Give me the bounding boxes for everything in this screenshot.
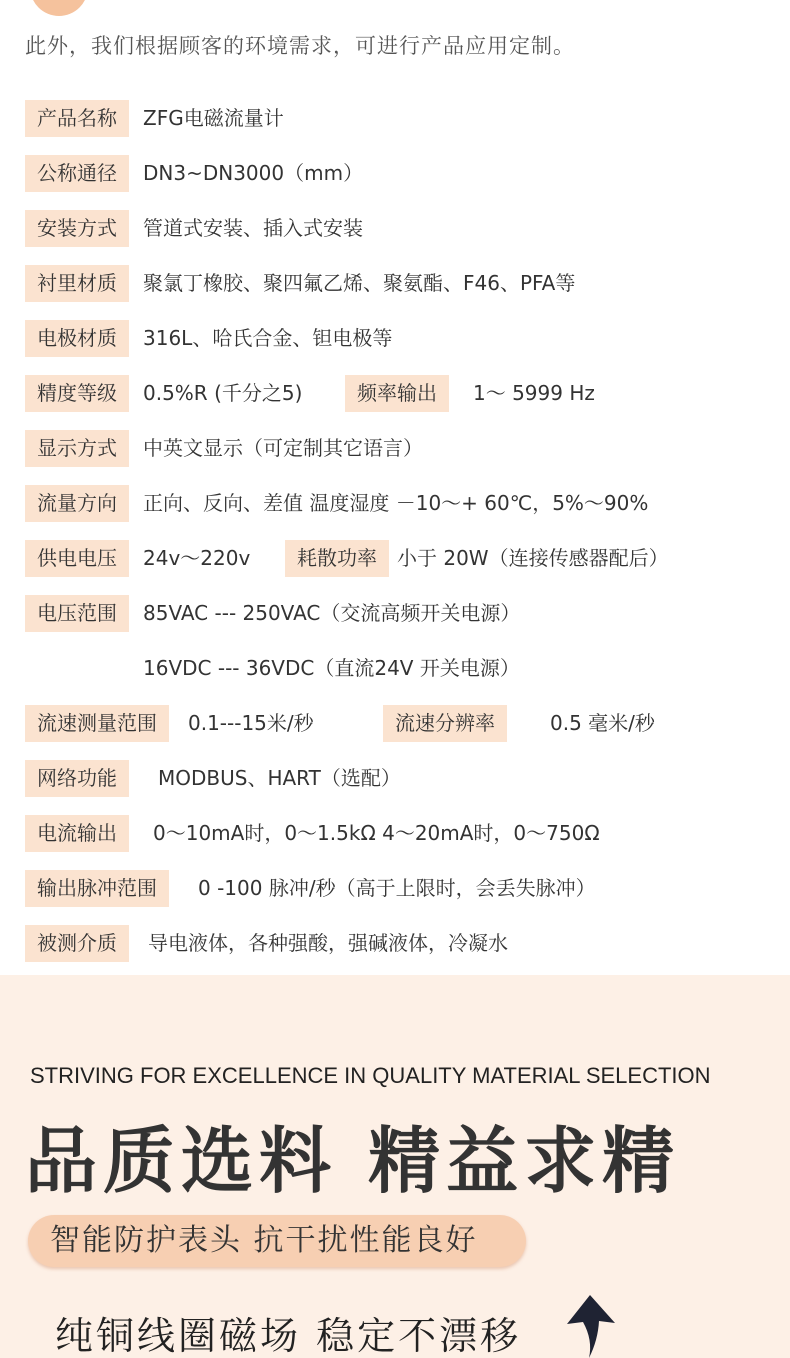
spec-label: 被测介质: [25, 925, 129, 962]
spec-row-electrode: [25, 320, 765, 357]
spec-row-voltage-range: [25, 595, 765, 632]
spec-value: 24v～220v: [143, 546, 251, 570]
spec-label-secondary: 频率输出: [345, 375, 449, 412]
spec-label: 产品名称: [25, 100, 129, 137]
spec-row-medium: [25, 925, 765, 962]
spec-label: 安装方式: [25, 210, 129, 247]
spec-row-nominal-diameter: [25, 155, 765, 192]
spec-value: 16VDC --- 36VDC（直流24V 开关电源）: [143, 656, 520, 680]
spec-label: 电压范围: [25, 595, 129, 632]
spec-label-secondary: 流速分辨率: [383, 705, 507, 742]
spec-row-voltage-range-dc: [25, 650, 765, 687]
up-arrow-icon: [565, 1295, 615, 1358]
intro-text: 此外，我们根据顾客的环境需求，可进行产品应用定制。: [25, 34, 575, 58]
spec-label: 流速测量范围: [25, 705, 169, 742]
spec-value: 导电液体，各种强酸，强碱液体，冷凝水: [148, 931, 508, 955]
spec-value: 正向、反向、差值 温度湿度 －10～+ 60℃，5%～90%: [143, 491, 649, 515]
spec-label: 电极材质: [25, 320, 129, 357]
spec-label: 电流输出: [25, 815, 129, 852]
spec-value: 0.1---15米/秒: [188, 711, 314, 735]
spec-value: 0 -100 脉冲/秒（高于上限时，会丢失脉冲）: [198, 876, 596, 900]
decor-circle: [30, 0, 88, 16]
spec-row-supply-voltage: [25, 540, 765, 577]
spec-row-current-output: [25, 815, 765, 852]
spec-value-secondary: 1～ 5999 Hz: [473, 381, 595, 405]
english-tagline: STRIVING FOR EXCELLENCE IN QUALITY MATERIAL SELECTION: [30, 1063, 711, 1088]
quality-section: [0, 975, 790, 1358]
feature-text: 纯铜线圈磁场 稳定不漂移: [55, 1314, 522, 1358]
spec-label: 流量方向: [25, 485, 129, 522]
spec-value: 0～10mA时，0～1.5kΩ 4～20mA时，0～750Ω: [153, 821, 600, 845]
spec-label-secondary: 耗散功率: [285, 540, 389, 577]
spec-value-secondary: 0.5 毫米/秒: [550, 711, 655, 735]
spec-label: 精度等级: [25, 375, 129, 412]
spec-row-pulse-range: [25, 870, 765, 907]
spec-row-flow-direction: [25, 485, 765, 522]
spec-value: 聚氯丁橡胶、聚四氟乙烯、聚氨酯、F46、PFA等: [143, 271, 576, 295]
spec-value: 0.5%R (千分之5): [143, 381, 303, 405]
spec-row-product-name: [25, 100, 765, 137]
spec-label: 显示方式: [25, 430, 129, 467]
spec-row-network: [25, 760, 765, 797]
spec-label: 输出脉冲范围: [25, 870, 169, 907]
spec-value: 85VAC --- 250VAC（交流高频开关电源）: [143, 601, 521, 625]
spec-row-installation: [25, 210, 765, 247]
spec-row-accuracy: [25, 375, 765, 412]
spec-value: DN3~DN3000（mm）: [143, 161, 364, 185]
spec-label: 公称通径: [25, 155, 129, 192]
feature-pill-text: 智能防护表头 抗干扰性能良好: [50, 1223, 478, 1258]
spec-value: 中英文显示（可定制其它语言）: [143, 436, 423, 460]
spec-value-secondary: 小于 20W（连接传感器配后）: [397, 546, 669, 570]
section-title: 品质选料 精益求精: [25, 1119, 681, 1203]
spec-label: 衬里材质: [25, 265, 129, 302]
spec-label: 网络功能: [25, 760, 129, 797]
feature-pill: [28, 1215, 526, 1267]
spec-value: MODBUS、HART（选配）: [158, 766, 401, 790]
spec-row-velocity-range: [25, 705, 765, 742]
spec-row-lining: [25, 265, 765, 302]
spec-label: 供电电压: [25, 540, 129, 577]
spec-value: ZFG电磁流量计: [143, 106, 284, 130]
spec-value: 316L、哈氏合金、钽电极等: [143, 326, 393, 350]
spec-value: 管道式安装、插入式安装: [143, 216, 363, 240]
spec-row-display: [25, 430, 765, 467]
